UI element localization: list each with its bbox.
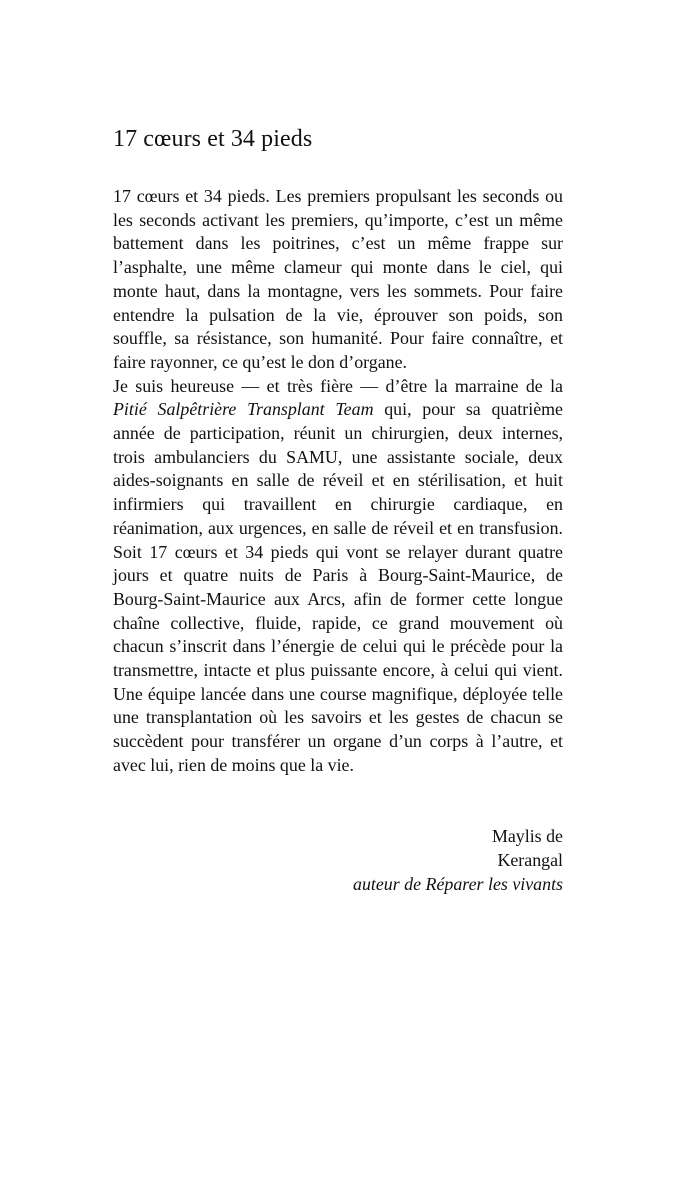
document-page xyxy=(113,124,563,896)
author-name-line-1: Maylis de xyxy=(491,825,563,846)
paragraph-2-rest: qui, pour sa quatrième année de participation, réunit un chirurgien, deux internes, trois ambulanciers du SAMU, une assistante sociale, deux aides-soignants en salle de réveil et en stérilisation, et huit infirmiers qui travaillent en chirurgie cardiaque, en réanimation, aux urgences, en salle de réveil et en transfusion. Soit 17 cœurs et 34 pieds qui vont se relayer durant quatre jours et quatre nuits de Paris à Bourg-Saint-Maurice, de Bourg-Saint-Maurice aux Arcs, afin de former cette longue chaîne collective, fluide, rapide, ce grand mouvement où chacun s’inscrit dans l’énergie de celui qui le précède pour la transmettre, intacte et plus puissante encore, à celui qui vient. Une équipe lancée dans une course magnifique, déployée telle une transplantation où les savoirs et les gestes de chacun se succèdent pour transférer un organe d’un corps à l’autre, et avec lui, rien de moins que la vie. xyxy=(113,399,564,775)
author-credit: auteur de Réparer les vivants xyxy=(353,873,563,894)
signature-block xyxy=(113,824,563,896)
document-body xyxy=(113,185,563,778)
author-name-line-2: Kerangal xyxy=(497,849,563,870)
paragraph-2 xyxy=(113,375,563,778)
paragraph-1: 17 cœurs et 34 pieds. Les premiers propulsant les seconds ou les seconds activant les premiers, qu’importe, c’est un même battement dans les poitrines, c’est un même frappe sur l’asphalte, une même clameur qui monte dans le ciel, qui monte haut, dans la montagne, vers les sommets. Pour faire entendre la pulsation de la vie, éprouver son poids, son souffle, sa résistance, son humanité. Pour faire connaître, et faire rayonner, ce qu’est le don d’organe. xyxy=(113,186,563,372)
document-title: 17 cœurs et 34 pieds xyxy=(113,126,313,152)
paragraph-2-intro: Je suis heureuse — et très fière — d’être la marraine de la xyxy=(113,375,563,396)
team-name: Pitié Salpêtrière Transplant Team xyxy=(113,399,374,420)
